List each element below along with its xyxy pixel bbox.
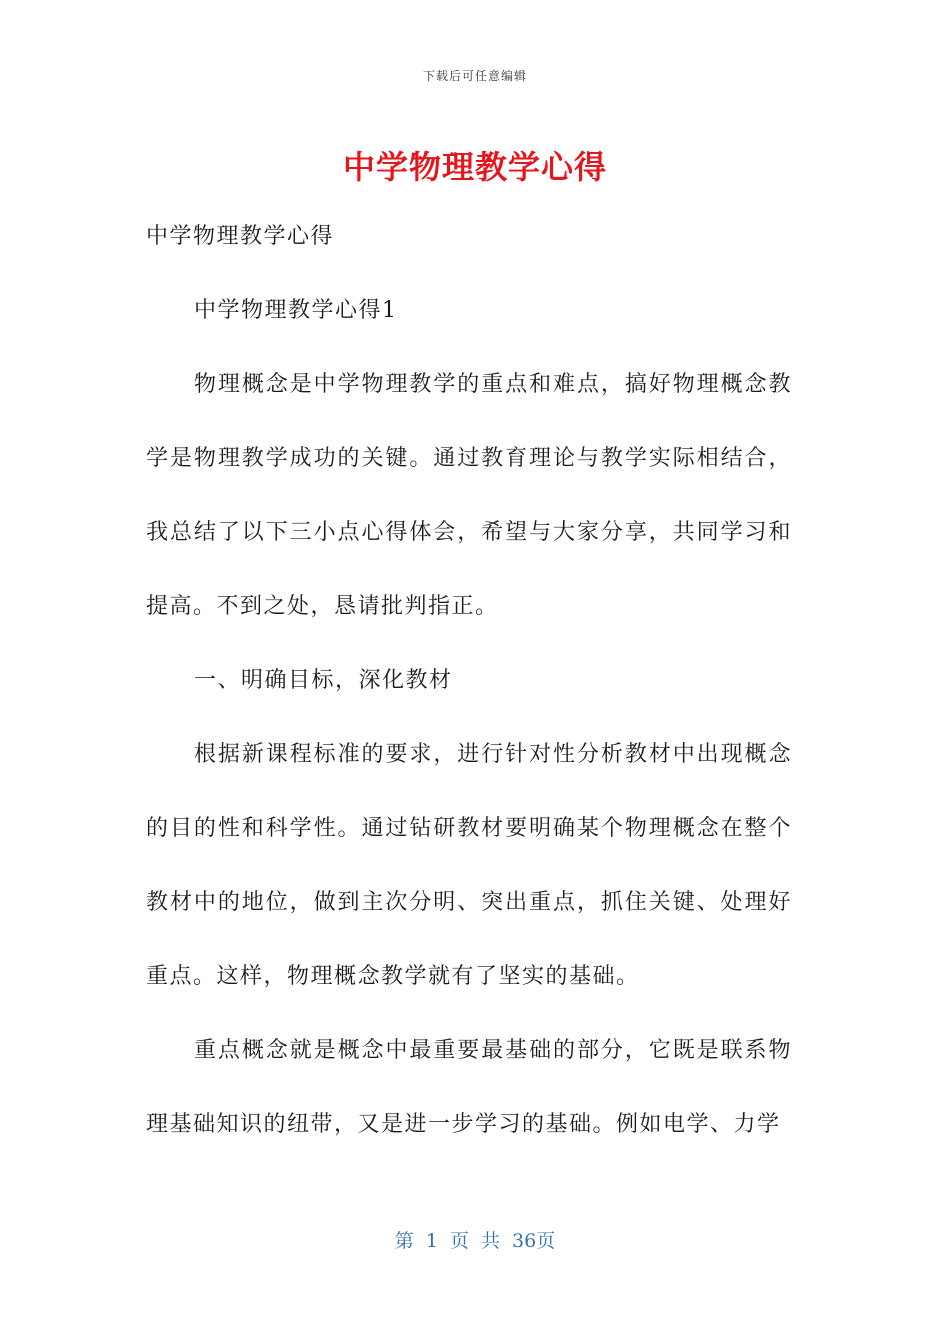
page-number: 第 1 页 共 36页	[394, 1230, 556, 1252]
document-title: 中学物理教学心得	[342, 148, 607, 186]
document-body	[146, 200, 792, 1162]
paragraph-2: 根据新课程标准的要求，进行针对性分析教材中出现概念的目的性和科学性。通过钻研教材要明确某个物理概念在整个教材中的地位，做到主次分明、突出重点，抓住关键、处理好重点。这样，物理概念教学就有了坚实的基础。	[146, 742, 792, 989]
body-subtitle: 中学物理教学心得	[146, 224, 335, 249]
section-title: 中学物理教学心得1	[194, 298, 398, 323]
paragraph-1: 物理概念是中学物理教学的重点和难点，搞好物理概念教学是物理教学成功的关键。通过教育理论与教学实际相结合，我总结了以下三小点心得体会，希望与大家分享，共同学习和提高。不到之处，恳请批判指正。	[146, 372, 792, 619]
paragraph-3: 重点概念就是概念中最重要最基础的部分，它既是联系物理基础知识的纽带，又是进一步学习的基础。例如电学、力学	[146, 1038, 792, 1137]
heading-1: 一、明确目标，深化教材	[194, 668, 453, 693]
header-note: 下载后可任意编辑	[422, 69, 527, 83]
